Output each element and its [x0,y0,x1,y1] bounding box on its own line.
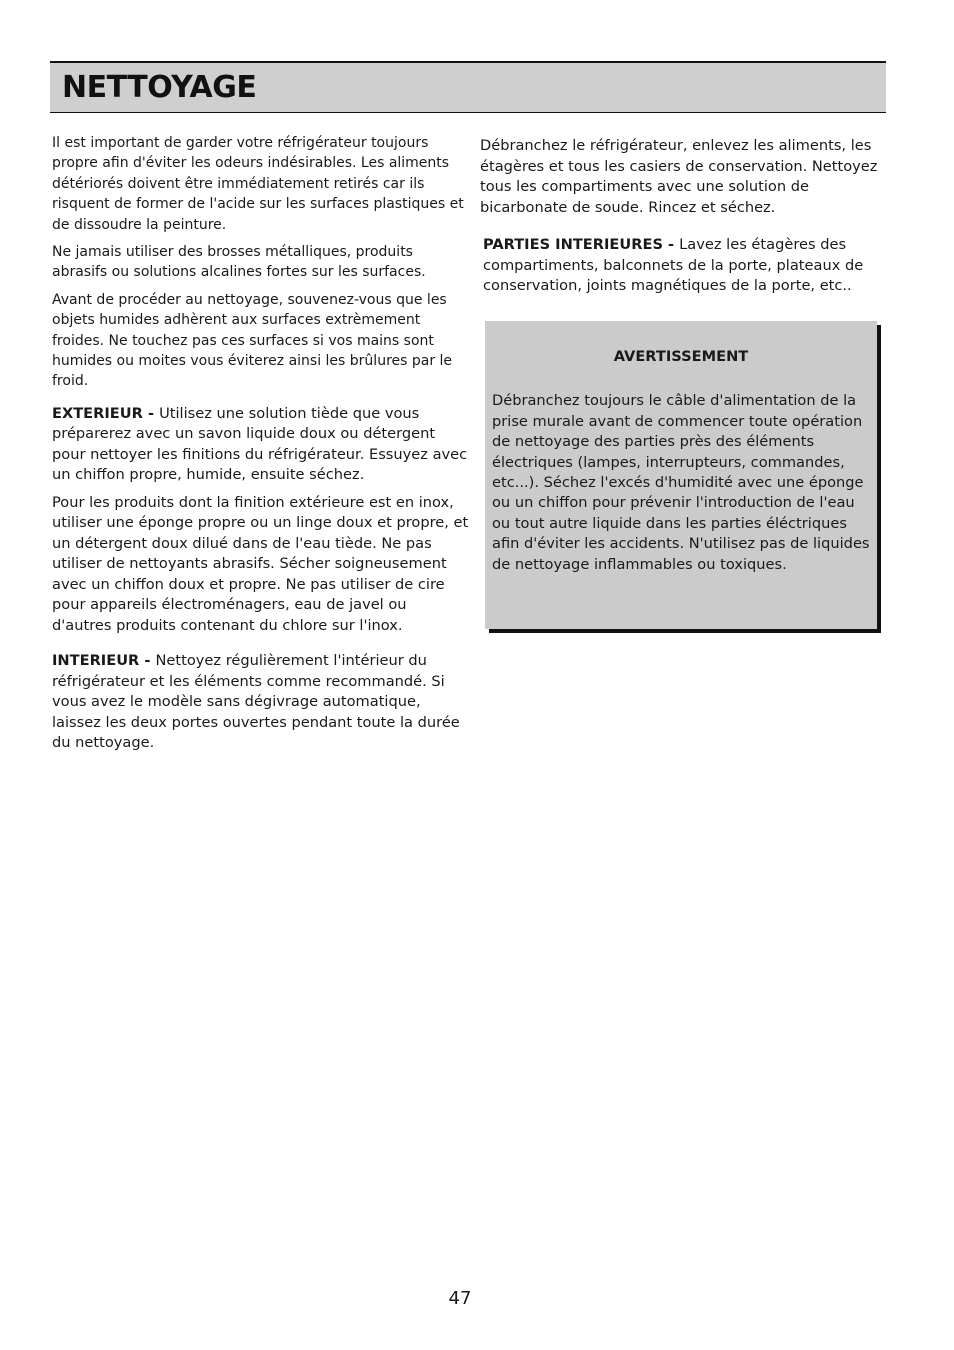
page-title: NETTOYAGE [62,70,257,105]
warning-text: Débranchez toujours le câble d'alimentation de la prise murale avant de commencer toute opération de nettoyage des parties près des éléments électriques (lampes, interrupteurs, commandes, etc...). Séchez l'excés d'humidité avec une éponge ou un chiffon pour prévenir l'introduction de l'eau ou tout autre liquide dans les parties éléctriques afin d'éviter les accidents. N'utilisez pas de liquides de nettoyage inflammables ou toxiques. [492,392,870,573]
section-header [50,61,886,113]
interieur-text: Nettoyez régulièrement l'intérieur du réfrigérateur et les éléments comme recommandé. Si vous avez le modèle sans dégivrage automatique, laissez les deux portes ouvertes pendant toute la durée du nettoyage. [52,652,460,752]
exterieur-paragraph [52,404,470,486]
right-intro-paragraph: Débranchez le réfrigérateur, enlevez les aliments, les étagères et tous les casiers de conservation. Nettoyez tous les compartiments avec une solution de bicarbonate de soude. Rincez et séchez. [480,137,878,216]
interieur-label: INTERIEUR - [52,652,156,670]
parties-interieures-paragraph [480,235,886,297]
page-number: 47 [448,1288,472,1309]
intro-paragraph-3: Avant de procéder au nettoyage, souvenez-vous que les objets humides adhèrent aux surfaces extrèmement froides. Ne touchez pas ces surfaces si vos mains sont humides ou moites vous éviterez ainsi les brûlures par le froid. [52,291,453,390]
parties-interieures-text: Lavez les étagères des compartiments, balconnets de la porte, plateaux de conservation, joints magnétiques de la porte, etc.. [483,236,864,294]
left-column [52,133,470,754]
parties-interieures-label: PARTIES INTERIEURES - [483,236,680,253]
intro-paragraph-1: Il est important de garder votre réfrigérateur toujours propre afin d'éviter les odeurs indésirables. Les aliments détériorés doivent être immédiatement retirés car ils risquent de former de l'acide sur les surfaces plastiques et de dissoudre la peinture. [52,135,464,233]
warning-title: AVERTISSEMENT [613,348,749,365]
right-column [480,136,886,297]
inox-paragraph: Pour les produits dont la finition extérieure est en inox, utiliser une éponge propre ou un linge doux et propre, et un détergent doux dilué dans de l'eau tiède. Ne pas utiliser de nettoyants abrasifs. Sécher soigneusement avec un chiffon doux et propre. Ne pas utiliser de cire pour appareils électroménagers, eau de javel ou d'autres produits contenant du chlore sur l'inox. [52,493,469,634]
exterieur-label: EXTERIEUR - [52,404,160,422]
interieur-paragraph [52,651,470,754]
warning-box [485,321,877,629]
exterieur-text: Utilisez une solution tiède que vous préparerez avec un savon liquide doux ou détergent pour nettoyer les finitions du réfrigérateur. Essuyez avec un chiffon propre, humide, ensuite séchez. [52,404,468,484]
intro-paragraph-2: Ne jamais utiliser des brosses métalliques, produits abrasifs ou solutions alcalines fortes sur les surfaces. [52,244,426,281]
